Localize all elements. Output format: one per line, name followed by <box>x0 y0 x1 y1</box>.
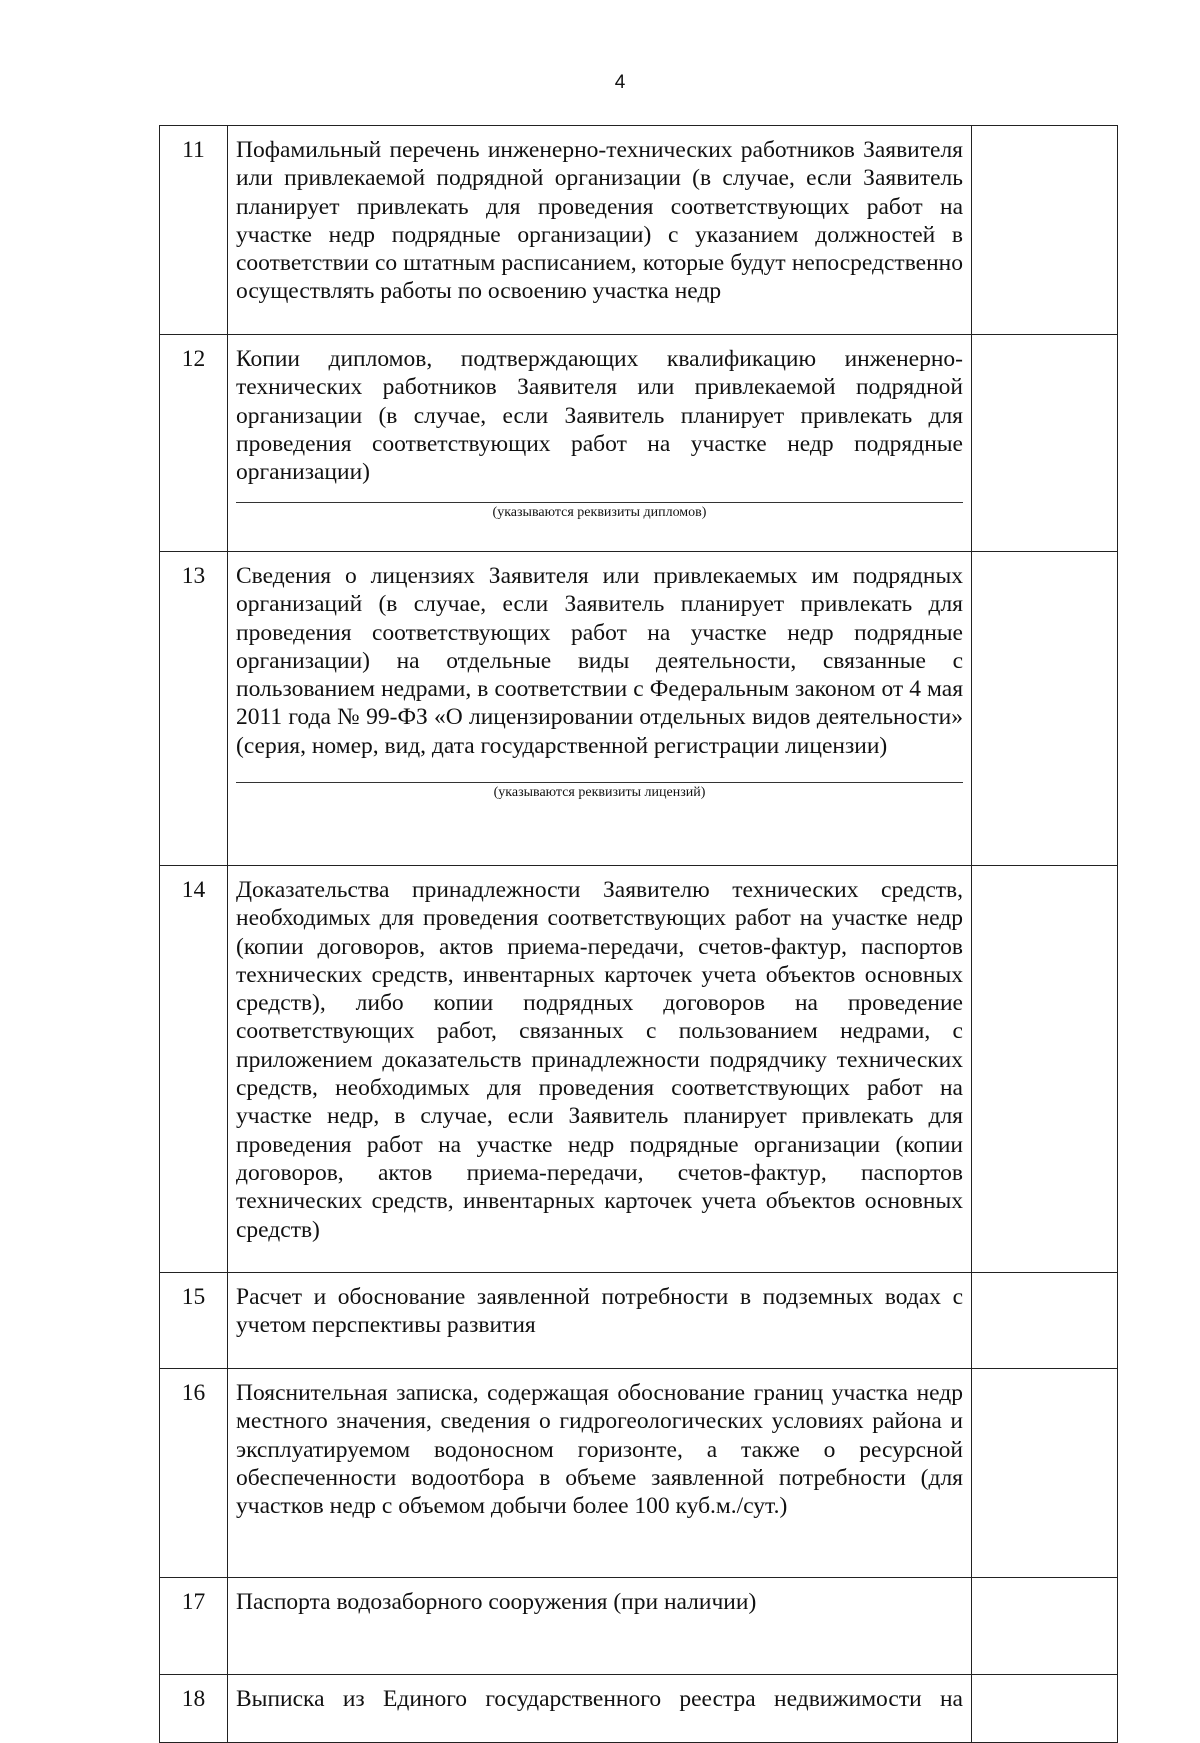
row-mark-cell <box>972 1273 1118 1369</box>
row-number: 15 <box>160 1273 228 1369</box>
row-description-cell <box>228 126 972 335</box>
row-description-cell <box>228 335 972 552</box>
row-description: Расчет и обоснование заявленной потребности в подземных водах с учетом перспективы развития <box>236 1284 963 1339</box>
row-mark-cell <box>972 1675 1118 1743</box>
row-mark-cell <box>972 1369 1118 1578</box>
table-row <box>160 335 1118 552</box>
table-row <box>160 866 1118 1273</box>
documents-table <box>159 125 1118 1743</box>
table-row <box>160 1369 1118 1578</box>
row-description-cell <box>228 1273 972 1369</box>
row-description: Сведения о лицензиях Заявителя или привлекаемых им подрядных организаций (в случае, если Заявитель планирует привлекать для проведения соответствующих работ на участке недр подрядные организации) на отдельные виды деятельности, связанные с пользованием недрами, в соответствии с Федеральным законом от 4 мая 2011 года № 99-ФЗ «О лицензировании отдельных видов деятельности» (серия, номер, вид, дата государственной регистрации лицензии) <box>236 563 963 759</box>
row-number: 14 <box>160 866 228 1273</box>
row-description: Пояснительная записка, содержащая обоснование границ участка недр местного значения, сведения о гидрогеологических условиях района и эксплуатируемом водоносном горизонте, а также о ресурсной обеспеченности водоотбора в объеме заявленной потребности (для участков недр с объемом добычи более 100 куб.м./сут.) <box>236 1380 963 1520</box>
row-number: 13 <box>160 552 228 866</box>
row-description: Копии дипломов, подтверждающих квалификацию инженерно-технических работников Заявителя или привлекаемой подрядной организации (в случае, если Заявитель планирует привлекать для проведения соответствующих работ на участке недр подрядные организации) <box>236 346 963 486</box>
row-number: 12 <box>160 335 228 552</box>
row-number: 16 <box>160 1369 228 1578</box>
row-mark-cell <box>972 552 1118 866</box>
row-description-cell <box>228 1369 972 1578</box>
row-description: Выписка из Единого государственного реестра недвижимости на <box>236 1686 963 1712</box>
row-number: 11 <box>160 126 228 335</box>
row-number: 17 <box>160 1578 228 1675</box>
row-mark-cell <box>972 1578 1118 1675</box>
row-description: Паспорта водозаборного сооружения (при наличии) <box>236 1589 757 1615</box>
table-row <box>160 1578 1118 1675</box>
row-description: Доказательства принадлежности Заявителю технических средств, необходимых для проведения соответствующих работ на участке недр (копии договоров, актов приема-передачи, счетов-фактур, паспортов технических средств, инвентарных карточек учета объектов основных средств), либо копии подрядных договоров на проведение соответствующих работ, связанных с пользованием недрами, с приложением доказательств принадлежности подрядчику технических средств, необходимых для проведения соответствующих работ на участке недр, в случае, если Заявитель планирует привлекать для проведения работ на участке недр подрядные организации (копии договоров, актов приема-передачи, счетов-фактур, паспортов технических средств, инвентарных карточек учета объектов основных средств) <box>236 877 963 1243</box>
row-mark-cell <box>972 335 1118 552</box>
table-row <box>160 552 1118 866</box>
row-mark-cell <box>972 866 1118 1273</box>
row-description: Пофамильный перечень инженерно-технических работников Заявителя или привлекаемой подрядной организации (в случае, если Заявитель планирует привлекать для проведения соответствующих работ на участке недр подрядные организации) с указанием должностей в соответствии со штатным расписанием, которые будут непосредственно осуществлять работы по освоению участка недр <box>236 137 963 305</box>
table-row <box>160 1675 1118 1743</box>
row-description-cell <box>228 1578 972 1675</box>
fill-in-caption: (указываются реквизиты дипломов) <box>492 505 707 521</box>
fill-in-caption: (указываются реквизиты лицензий) <box>493 785 706 801</box>
row-number: 18 <box>160 1675 228 1743</box>
row-mark-cell <box>972 126 1118 335</box>
row-description-cell <box>228 866 972 1273</box>
table-row <box>160 126 1118 335</box>
page-number: 4 <box>614 72 626 93</box>
row-description-cell <box>228 1675 972 1743</box>
table-row <box>160 1273 1118 1369</box>
row-description-cell <box>228 552 972 866</box>
